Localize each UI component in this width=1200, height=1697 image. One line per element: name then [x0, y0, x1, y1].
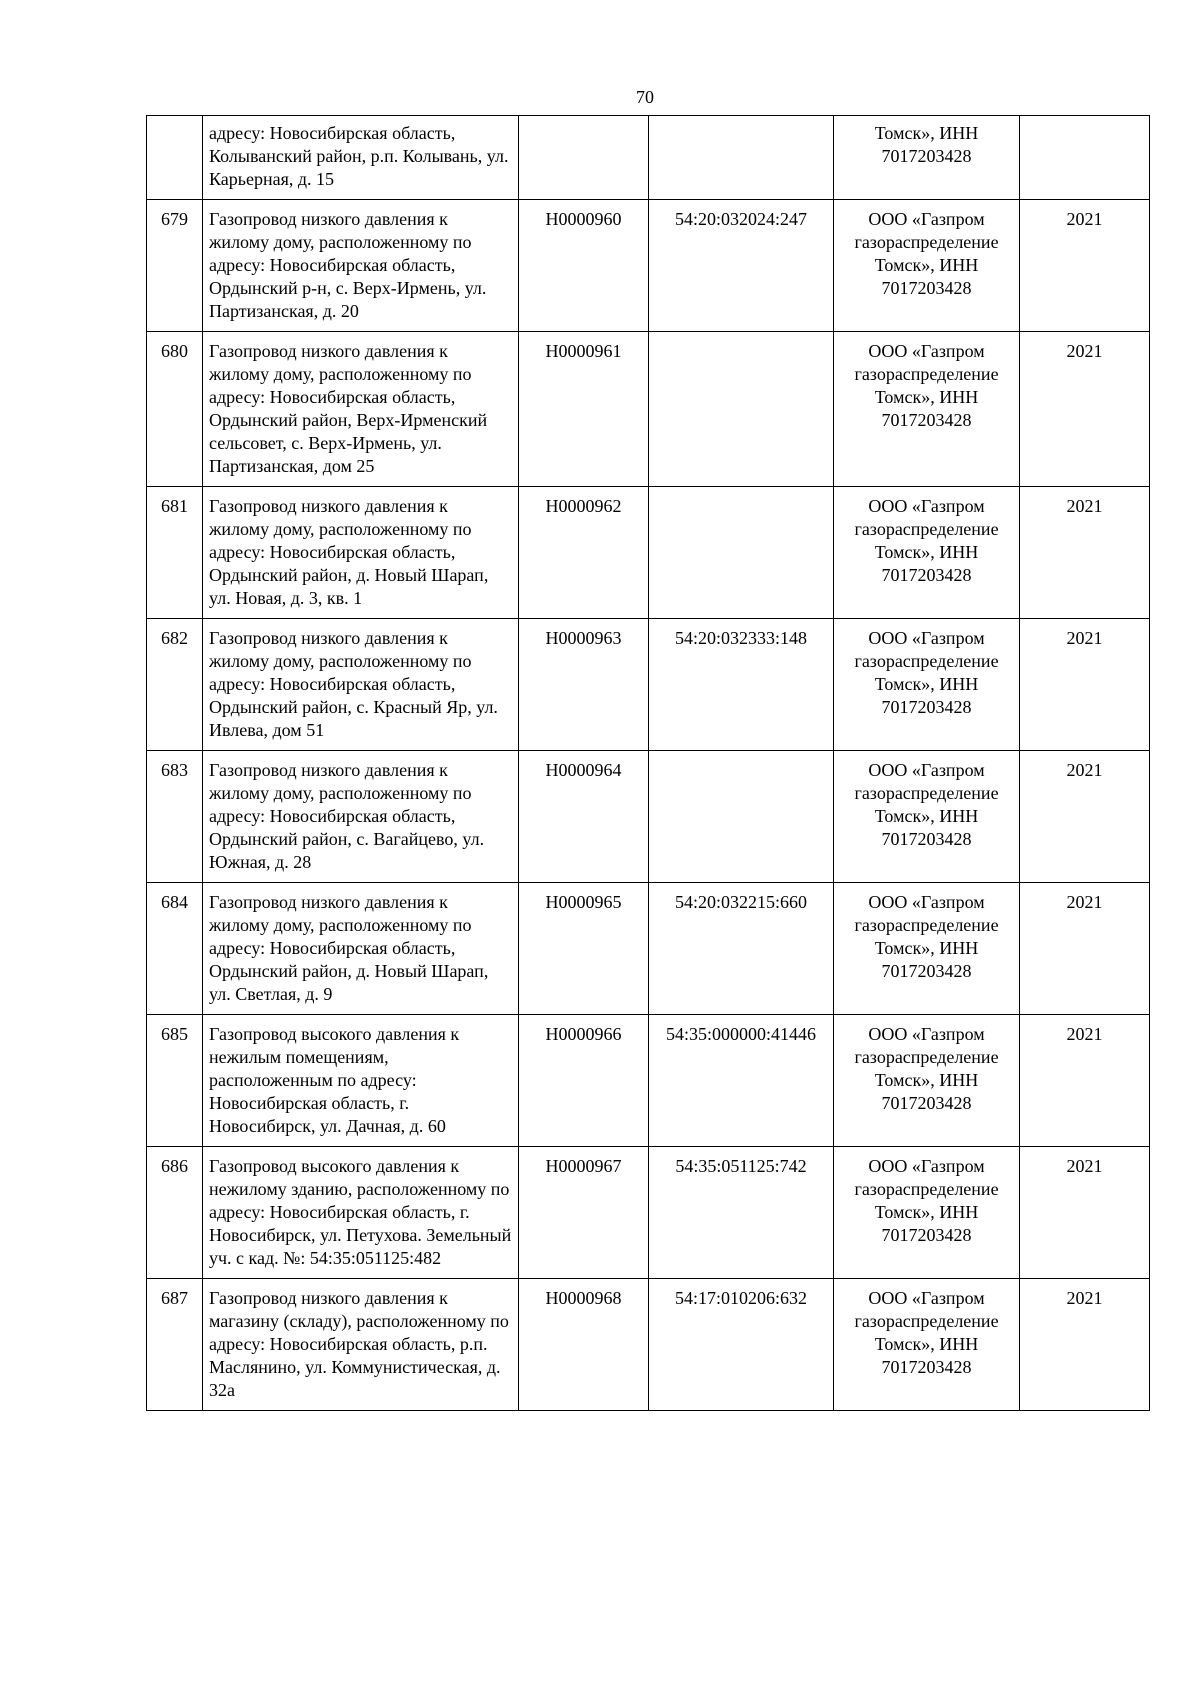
owner: ООО «Газпром газораспределение Томск», ИНН 7017203428	[834, 1147, 1020, 1279]
object-name: Газопровод низкого давления к жилому дому, расположенному по адресу: Новосибирская область, Ордынский район, с. Красный Яр, ул. Ивлева, дом 51	[203, 619, 519, 751]
row-number: 680	[147, 332, 203, 487]
row-number: 684	[147, 883, 203, 1015]
cadastral-number	[649, 116, 834, 200]
year: 2021	[1020, 332, 1150, 487]
inventory-number	[519, 116, 649, 200]
inventory-number: Н0000965	[519, 883, 649, 1015]
inventory-number: Н0000963	[519, 619, 649, 751]
inventory-number: Н0000960	[519, 200, 649, 332]
inventory-number: Н0000966	[519, 1015, 649, 1147]
object-name: Газопровод низкого давления к магазину (складу), расположенному по адресу: Новосибирская область, р.п. Маслянино, ул. Коммунистическая, д. 32а	[203, 1279, 519, 1411]
row-number: 683	[147, 751, 203, 883]
row-number: 682	[147, 619, 203, 751]
row-number: 679	[147, 200, 203, 332]
object-name: Газопровод высокого давления к нежилому зданию, расположенному по адресу: Новосибирская область, г. Новосибирск, ул. Петухова. Земельный уч. с кад. №: 54:35:051125:482	[203, 1147, 519, 1279]
page-number: 70	[636, 87, 654, 107]
table-row	[147, 619, 1150, 751]
object-name: Газопровод низкого давления к жилому дому, расположенному по адресу: Новосибирская область, Ордынский район, Верх-Ирменский сельсовет, с. Верх-Ирмень, ул. Партизанская, дом 25	[203, 332, 519, 487]
owner: ООО «Газпром газораспределение Томск», ИНН 7017203428	[834, 332, 1020, 487]
cadastral-number: 54:20:032215:660	[649, 883, 834, 1015]
table-row	[147, 1279, 1150, 1411]
cadastral-number: 54:17:010206:632	[649, 1279, 834, 1411]
object-name: Газопровод низкого давления к жилому дому, расположенному по адресу: Новосибирская область, Ордынский район, д. Новый Шарап, ул. Новая, д. 3, кв. 1	[203, 487, 519, 619]
inventory-number: Н0000968	[519, 1279, 649, 1411]
cadastral-number	[649, 487, 834, 619]
row-number: 685	[147, 1015, 203, 1147]
object-name: Газопровод высокого давления к нежилым помещениям, расположенным по адресу: Новосибирская область, г. Новосибирск, ул. Дачная, д. 60	[203, 1015, 519, 1147]
year: 2021	[1020, 751, 1150, 883]
owner: ООО «Газпром газораспределение Томск», ИНН 7017203428	[834, 751, 1020, 883]
owner: Томск», ИНН 7017203428	[834, 116, 1020, 200]
table-row	[147, 1147, 1150, 1279]
owner: ООО «Газпром газораспределение Томск», ИНН 7017203428	[834, 619, 1020, 751]
table-row	[147, 116, 1150, 200]
row-number: 681	[147, 487, 203, 619]
table-row	[147, 1015, 1150, 1147]
inventory-number: Н0000964	[519, 751, 649, 883]
cadastral-number: 54:20:032333:148	[649, 619, 834, 751]
object-name: адресу: Новосибирская область, Колыванский район, р.п. Колывань, ул. Карьерная, д. 15	[203, 116, 519, 200]
table-row	[147, 487, 1150, 619]
year: 2021	[1020, 619, 1150, 751]
object-name: Газопровод низкого давления к жилому дому, расположенному по адресу: Новосибирская область, Ордынский район, с. Вагайцево, ул. Южная, д. 28	[203, 751, 519, 883]
cadastral-number	[649, 751, 834, 883]
registry-table	[146, 115, 1150, 1411]
year: 2021	[1020, 1015, 1150, 1147]
owner: ООО «Газпром газораспределение Томск», ИНН 7017203428	[834, 487, 1020, 619]
row-number: 686	[147, 1147, 203, 1279]
owner: ООО «Газпром газораспределение Томск», ИНН 7017203428	[834, 200, 1020, 332]
table-row	[147, 883, 1150, 1015]
owner: ООО «Газпром газораспределение Томск», ИНН 7017203428	[834, 883, 1020, 1015]
year: 2021	[1020, 487, 1150, 619]
inventory-number: Н0000967	[519, 1147, 649, 1279]
row-number: 687	[147, 1279, 203, 1411]
table-row	[147, 751, 1150, 883]
cadastral-number: 54:35:051125:742	[649, 1147, 834, 1279]
cadastral-number: 54:20:032024:247	[649, 200, 834, 332]
object-name: Газопровод низкого давления к жилому дому, расположенному по адресу: Новосибирская область, Ордынский район, д. Новый Шарап, ул. Светлая, д. 9	[203, 883, 519, 1015]
year: 2021	[1020, 1147, 1150, 1279]
row-number	[147, 116, 203, 200]
owner: ООО «Газпром газораспределение Томск», ИНН 7017203428	[834, 1279, 1020, 1411]
inventory-number: Н0000961	[519, 332, 649, 487]
table-row	[147, 200, 1150, 332]
year	[1020, 116, 1150, 200]
table-row	[147, 332, 1150, 487]
owner: ООО «Газпром газораспределение Томск», ИНН 7017203428	[834, 1015, 1020, 1147]
cadastral-number: 54:35:000000:41446	[649, 1015, 834, 1147]
inventory-number: Н0000962	[519, 487, 649, 619]
year: 2021	[1020, 883, 1150, 1015]
year: 2021	[1020, 1279, 1150, 1411]
cadastral-number	[649, 332, 834, 487]
year: 2021	[1020, 200, 1150, 332]
object-name: Газопровод низкого давления к жилому дому, расположенному по адресу: Новосибирская область, Ордынский р-н, с. Верх-Ирмень, ул. Партизанская, д. 20	[203, 200, 519, 332]
